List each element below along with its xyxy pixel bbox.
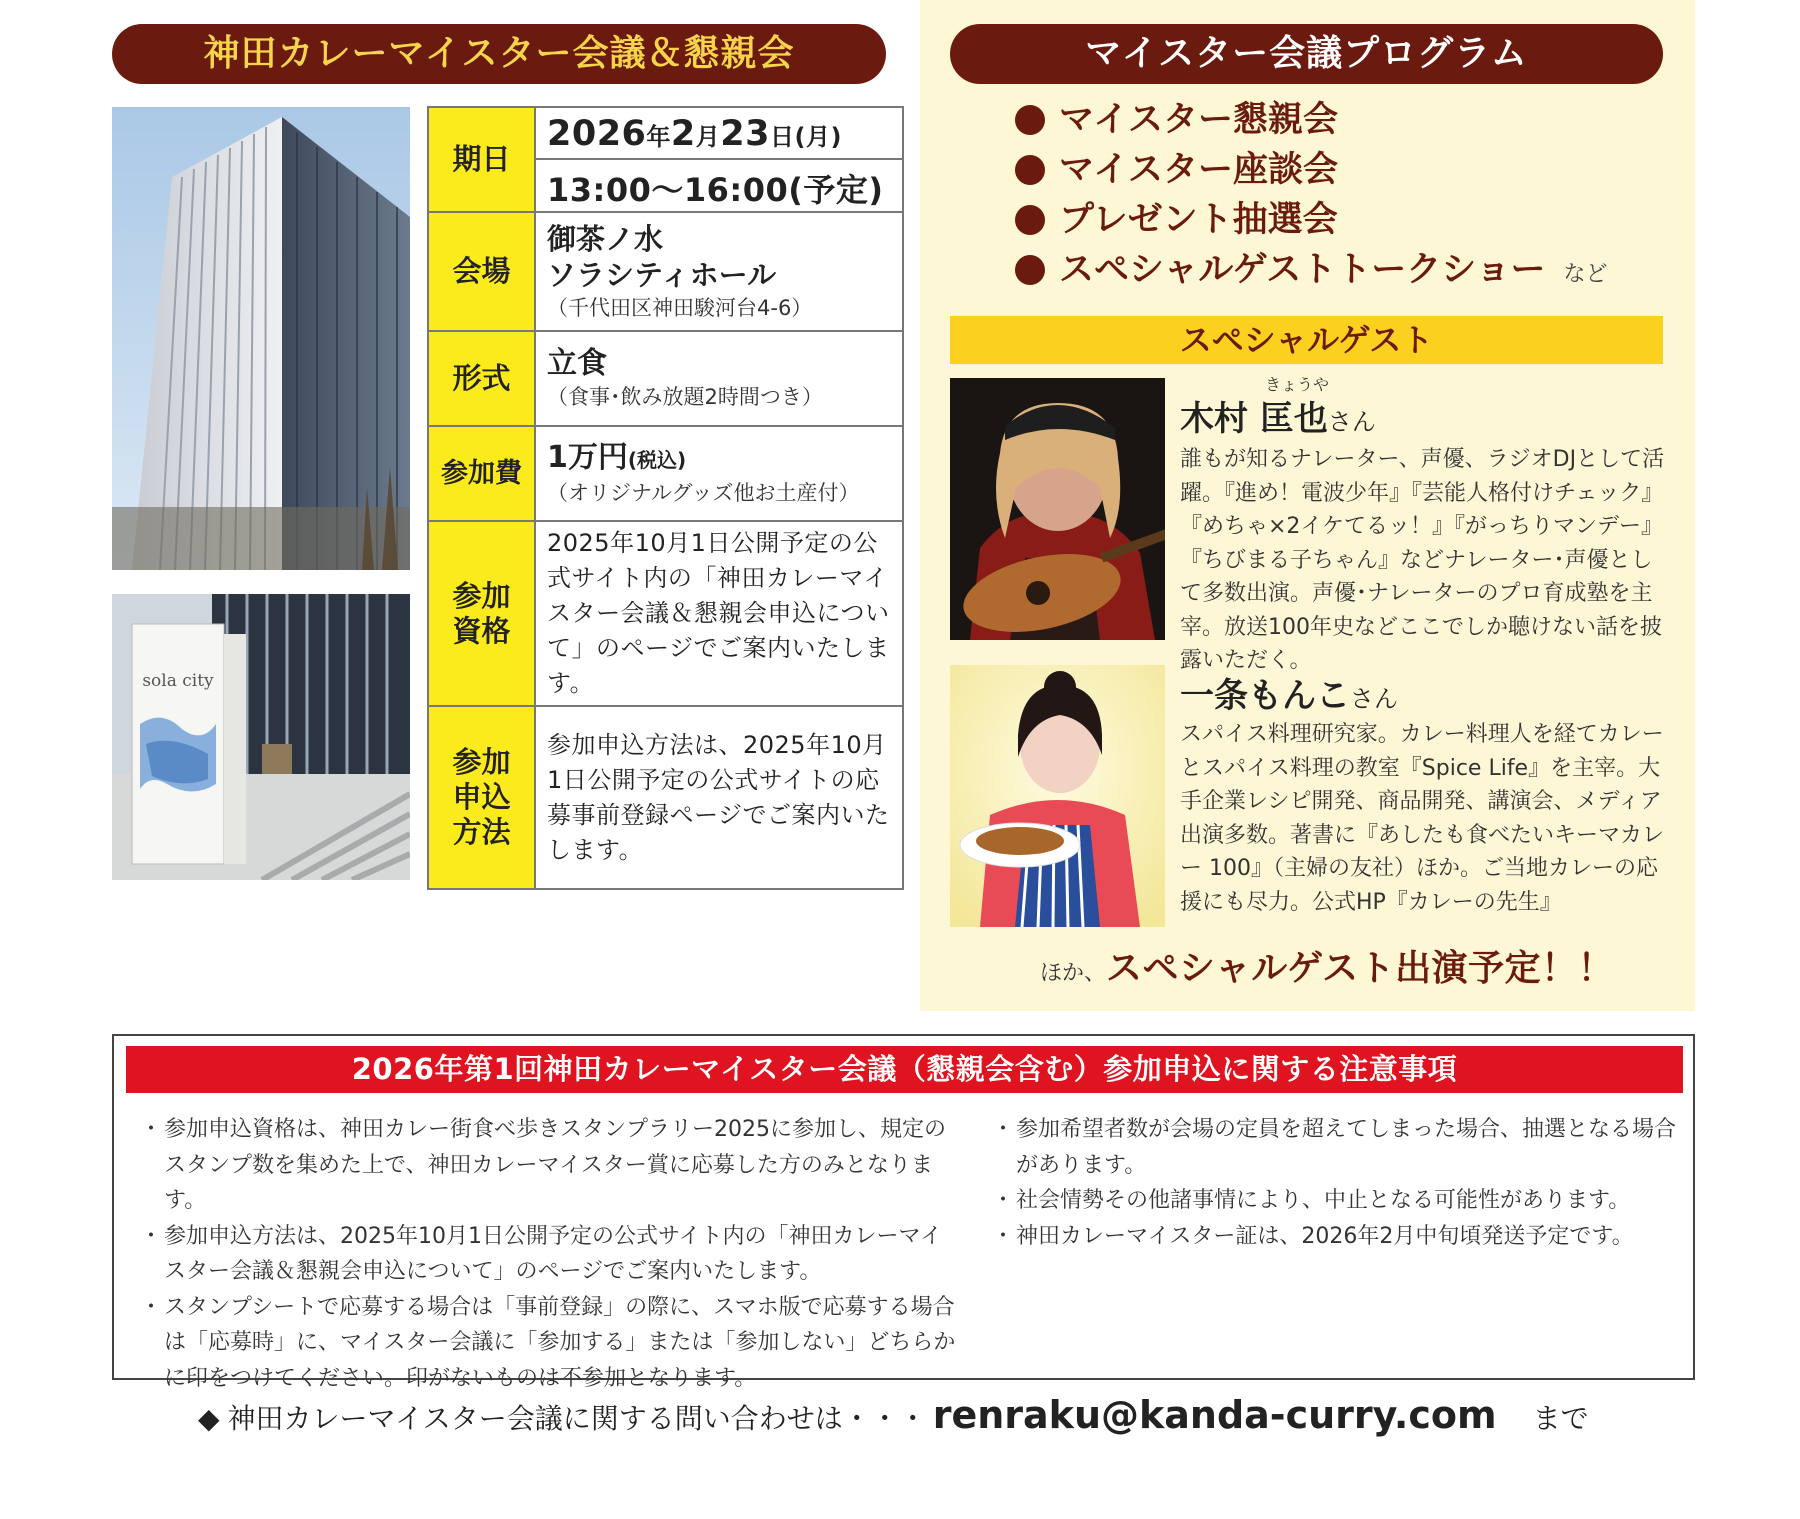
left-header: 神田カレーマイスター会議＆懇親会 (112, 24, 886, 84)
venue-address: （千代田区神田駿河台4-6） (547, 295, 813, 320)
qualification-text: 2025年10月1日公開予定の公式サイト内の「神田カレーマイスター会議＆懇親会申込について」のページでご案内いたします。 (535, 521, 903, 706)
bullet-icon (1015, 105, 1045, 135)
application-label: 参加 申込 方法 (428, 706, 535, 889)
guest-ichijo-name: 一条もんこさん (1180, 676, 1398, 716)
bullet-icon (1015, 255, 1045, 285)
venue-row (428, 212, 903, 331)
contact-email-link[interactable]: renraku@kanda-curry.com (932, 1393, 1497, 1437)
guest-kimura-name: 木村 匡也さん (1180, 399, 1376, 439)
venue-line2: ソラシティホール (547, 257, 777, 292)
date-label: 期日 (428, 107, 535, 212)
diamond-icon: ◆ (198, 1402, 220, 1435)
fee-label: 参加費 (428, 426, 535, 521)
event-info-table (427, 106, 904, 890)
date-row (428, 107, 903, 212)
bullet-icon (1015, 155, 1045, 185)
guest-ichijo-desc: スパイス料理研究家。カレー料理人を経てカレーとスパイス料理の教室『Spice Life』を主宰。大手企業レシピ開発、商品開発、講演会、メディア出演多数。著書に『あしたも食べたいキーマカレー 100』（主婦の友社）ほか。ご当地カレーの応援にも尽力。公式HP『カレーの先生』 (1180, 722, 1665, 915)
qualification-label: 参加 資格 (428, 521, 535, 706)
notice-item: ・ 社会情勢その他諸事情により、中止となる可能性があります。 (996, 1183, 1686, 1219)
program-list (1015, 95, 1608, 295)
guest-ichijo-photo (950, 665, 1165, 927)
special-guest-title: スペシャルゲスト (950, 316, 1663, 364)
sola-city-sign-photo (112, 594, 410, 880)
guest-kimura-ruby: きょうや (1265, 375, 1330, 394)
event-date: 2026年2月23日(月) (536, 108, 902, 160)
venue-label: 会場 (428, 212, 535, 331)
building-photo (112, 107, 410, 570)
notice-title: 2026年第1回神田カレーマイスター会議（懇親会含む）参加申込に関する注意事項 (126, 1046, 1683, 1093)
notice-item: ・ 参加申込方法は、2025年10月1日公開予定の公式サイト内の「神田カレーマイスター会議＆懇親会申込について」のページでご案内いたします。 (144, 1219, 962, 1290)
guest-kimura-desc: 誰もが知るナレーター、声優、ラジオDJとして活躍。『進め！電波少年』『芸能人格付けチェック』『めちゃ×2イケてるッ！』『がっちりマンデー』『ちびまる子ちゃん』などナレーター･声優として多数出演。声優･ナレーターのプロ育成塾を主宰。放送100年史などここでしか聴けない話を披露いただく。 (1180, 447, 1665, 673)
program-item: マイスター座談会 (1015, 145, 1608, 195)
program-item: マイスター懇親会 (1015, 95, 1608, 145)
notice-item: ・ 参加申込資格は、神田カレー街食べ歩きスタンプラリー2025に参加し、規定のスタンプ数を集めた上で、神田カレーマイスター賞に応募した方のみとなります。 (144, 1112, 962, 1219)
application-text: 参加申込方法は、2025年10月1日公開予定の公式サイトの応募事前登録ページでご案内いたします。 (535, 706, 903, 889)
more-guests-note: ほか、スペシャルゲスト出演予定！！ (1040, 948, 1615, 989)
sign-text: sola city (142, 671, 214, 691)
guest-kimura-photo (950, 378, 1165, 640)
contact-line: ◆ 神田カレーマイスター会議に関する問い合わせは・・・ renraku@kanda-curry.com まで (198, 1393, 1589, 1437)
program-item: プレゼント抽選会 (1015, 195, 1608, 245)
format-note: （食事･飲み放題2時間つき） (547, 384, 823, 409)
fee-note: （オリジナルグッズ他お土産付） (547, 480, 860, 505)
notice-item: ・ スタンプシートで応募する場合は「事前登録」の際に、スマホ版で応募する場合は「応募時」に、マイスター会議に「参加する」または「参加しない」どちらかに印をつけてください。印がないものは不参加となります。 (144, 1290, 962, 1397)
notice-item: ・ 神田カレーマイスター証は、2026年2月中旬頃発送予定です。 (996, 1219, 1686, 1255)
format-row (428, 331, 903, 426)
bullet-icon (1015, 205, 1045, 235)
event-time: 13:00～16:00(予定) (547, 171, 884, 209)
program-item: スペシャルゲストトークショー など (1015, 245, 1608, 295)
venue-line1: 御茶ノ水 (547, 221, 664, 256)
application-row (428, 706, 903, 889)
format-value: 立食 (547, 345, 607, 381)
notice-left-list (144, 1112, 962, 1396)
notice-item: ・ 参加希望者数が会場の定員を超えてしまった場合、抽選となる場合があります。 (996, 1112, 1686, 1183)
fee-value: 1万円(税込) (547, 439, 687, 475)
fee-row (428, 426, 903, 521)
qualification-row (428, 521, 903, 706)
notice-box (112, 1034, 1695, 1391)
notice-right-list (996, 1112, 1686, 1254)
format-label: 形式 (428, 331, 535, 426)
program-header: マイスター会議プログラム (950, 24, 1663, 84)
